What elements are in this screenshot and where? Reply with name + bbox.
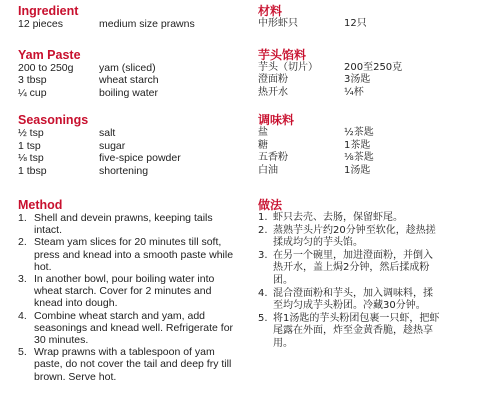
quantity: ⅛ tsp — [18, 152, 44, 164]
ingredient-heading-zh: 材料 — [258, 4, 283, 18]
step-line: knead into dough. — [34, 297, 118, 310]
quantity: ½ tsp — [18, 127, 44, 139]
method-step — [18, 346, 250, 383]
ingredient-row — [258, 74, 484, 87]
step-line: seasonings and knead well. Refrigerate for — [34, 321, 234, 334]
item: 盐 — [258, 127, 268, 138]
item: boiling water — [99, 86, 158, 99]
item: sugar — [99, 139, 126, 152]
step-text — [273, 250, 484, 288]
ingredient-row — [258, 87, 484, 100]
quantity: 1 tsp — [18, 139, 41, 152]
ingredient-row — [18, 87, 250, 100]
item: shortening — [99, 164, 149, 177]
item: 芋头（切片） — [258, 61, 318, 73]
item: medium size prawns — [99, 18, 195, 30]
seasonings-heading-zh: 调味料 — [258, 113, 295, 127]
ingredient-row — [258, 18, 484, 31]
step-number: 1. — [258, 212, 268, 223]
ingredient-row — [18, 62, 250, 75]
method-step — [258, 313, 484, 351]
step-line: 用。 — [273, 337, 293, 349]
item: wheat starch — [99, 74, 159, 86]
yam-paste-section-zh — [258, 48, 484, 100]
step-number: 1. — [18, 212, 27, 224]
method-steps — [18, 212, 250, 383]
ingredient-row — [18, 152, 250, 165]
quantity: 200至250克 — [344, 61, 403, 73]
step-line: Shell and devein prawns, keeping tails — [34, 212, 213, 224]
yam-paste-heading: Yam Paste — [18, 47, 81, 62]
quantity: 12只 — [344, 18, 367, 29]
ingredient-row — [258, 62, 484, 75]
step-line: intact. — [34, 224, 63, 237]
quantity: ⅛茶匙 — [344, 152, 374, 163]
step-text — [34, 346, 250, 383]
step-line: hot. — [34, 260, 52, 273]
ingredient-row — [18, 74, 250, 87]
quantity: 3 tbsp — [18, 74, 47, 86]
ingredient-row — [258, 165, 484, 178]
ingredient-row — [258, 140, 484, 153]
ingredient-section — [18, 4, 250, 31]
ingredient-row — [18, 18, 250, 31]
step-text — [34, 236, 250, 273]
method-step — [258, 225, 484, 250]
step-text — [273, 225, 484, 250]
step-line: Steam yam slices for 20 minutes till soft, — [34, 236, 222, 249]
seasonings-section-zh — [258, 113, 484, 177]
step-text — [34, 273, 250, 310]
step-text — [34, 310, 250, 347]
quantity: 1茶匙 — [344, 139, 371, 151]
step-line: 虾只去壳、去肠，保留虾尾。 — [273, 212, 403, 223]
step-text — [34, 212, 250, 236]
item: 澄面粉 — [258, 74, 288, 85]
method-heading: Method — [18, 198, 63, 212]
step-number: 4. — [18, 309, 27, 322]
item: yam (sliced) — [99, 61, 156, 74]
quantity: 1 tbsp — [18, 164, 47, 177]
ingredient-row — [18, 165, 250, 178]
step-line: brown. Serve hot. — [34, 370, 117, 383]
method-heading-zh: 做法 — [258, 198, 283, 212]
item: 五香粉 — [258, 152, 288, 163]
chinese-recipe-column — [258, 4, 484, 351]
step-number: 2. — [258, 224, 268, 236]
step-number: 3. — [258, 249, 268, 261]
step-line: 至均匀成芋头粉团。冷藏30分钟。 — [273, 300, 426, 312]
item: 糖 — [258, 139, 268, 151]
step-line: press and knead into a smooth paste while — [34, 248, 234, 261]
step-text — [273, 212, 484, 225]
step-number: 5. — [258, 312, 268, 324]
item: salt — [99, 127, 116, 139]
quantity: ½茶匙 — [344, 127, 374, 138]
step-line: 尾露在外面，炸至金黄香脆，趁热享 — [273, 325, 433, 337]
item: five-spice powder — [99, 152, 181, 164]
quantity: ¼杯 — [344, 86, 364, 98]
ingredient-section-zh — [258, 4, 484, 31]
method-step — [18, 273, 250, 310]
step-number: 5. — [18, 346, 27, 359]
method-step — [18, 212, 250, 236]
step-number: 3. — [18, 273, 27, 286]
step-line: 混合澄面粉和芋头，加入调味料，揉 — [273, 287, 433, 299]
step-number: 4. — [258, 287, 268, 299]
ingredient-row — [18, 140, 250, 153]
method-section-zh — [258, 198, 484, 351]
step-line: paste, do not cover the tail and deep fry till — [34, 358, 232, 371]
item: 中形虾只 — [258, 18, 298, 29]
yam-paste-heading-zh: 芋头馅料 — [258, 47, 307, 62]
ingredient-row — [258, 127, 484, 140]
quantity: 1汤匙 — [344, 164, 371, 176]
step-line: 30 minutes. — [34, 334, 89, 347]
quantity: 200 to 250g — [18, 61, 74, 74]
method-step — [18, 236, 250, 273]
step-line: 将1汤匙的芋头粉团包裹一只虾，把虾 — [273, 312, 440, 324]
seasonings-heading: Seasonings — [18, 113, 89, 127]
ingredient-heading: Ingredient — [18, 4, 79, 18]
step-line: Combine wheat starch and yam, add — [34, 309, 206, 322]
yam-paste-section — [18, 48, 250, 100]
step-line: 热开水，盖上焗2分钟，然后揉成粉 — [273, 262, 430, 274]
ingredient-row — [258, 152, 484, 165]
method-steps-zh — [258, 212, 484, 351]
seasonings-section — [18, 113, 250, 177]
step-text — [273, 313, 484, 351]
step-line: 团。 — [273, 274, 293, 286]
method-step — [258, 212, 484, 225]
step-line: wheat starch. Cover for 2 minutes and — [34, 285, 212, 298]
step-number: 2. — [18, 236, 27, 249]
method-step — [258, 250, 484, 288]
step-line: 在另一个碗里，加进澄面粉，并倒入 — [273, 249, 433, 261]
item: 热开水 — [258, 86, 288, 98]
quantity: 12 pieces — [18, 18, 63, 30]
method-step — [258, 288, 484, 313]
step-line: Wrap prawns with a tablespoon of yam — [34, 346, 215, 359]
ingredient-row — [18, 127, 250, 140]
quantity: ¼ cup — [18, 86, 47, 99]
step-line: 揉成均匀的芋头馅。 — [273, 237, 363, 249]
item: 白油 — [258, 164, 278, 176]
method-section — [18, 198, 250, 383]
method-step — [18, 310, 250, 347]
quantity: 3汤匙 — [344, 74, 371, 85]
english-recipe-column — [18, 4, 250, 383]
step-text — [273, 288, 484, 313]
step-line: In another bowl, pour boiling water into — [34, 273, 215, 286]
step-line: 蒸熟芋头片约20分钟至软化，趁热搓 — [273, 224, 436, 236]
